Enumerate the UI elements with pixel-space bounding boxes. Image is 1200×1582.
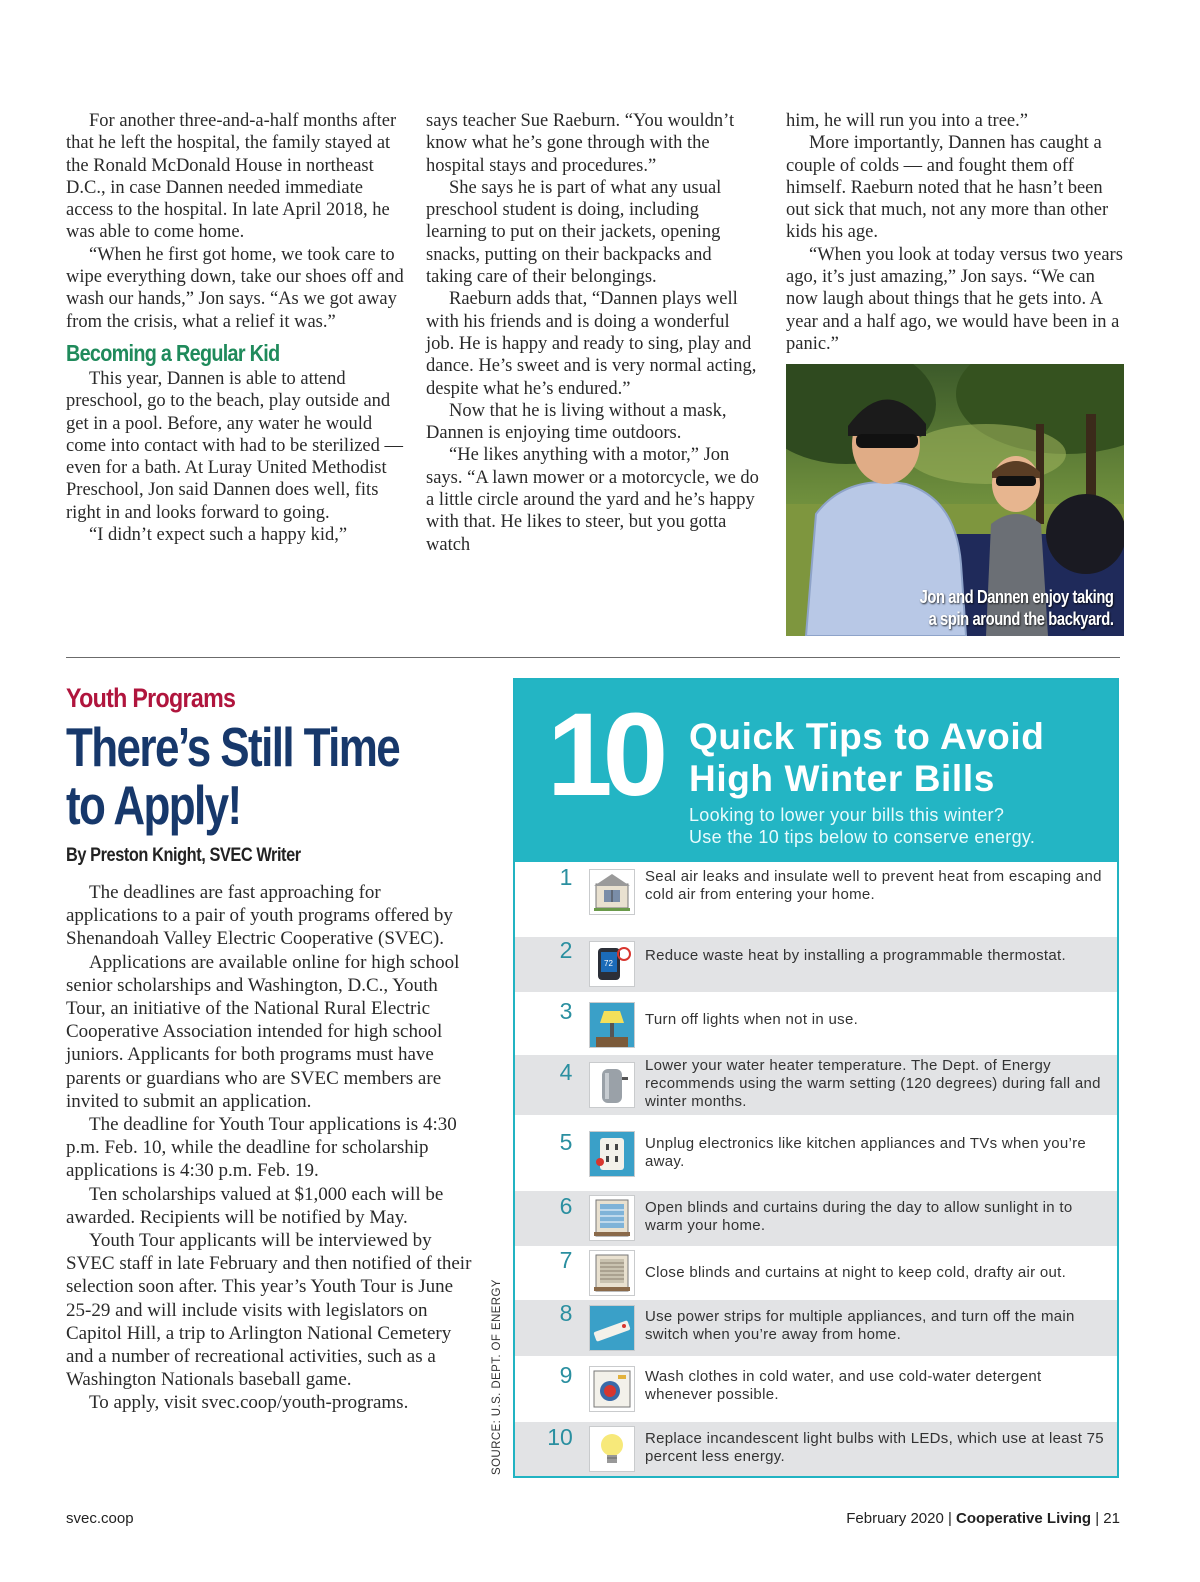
tip-number: 5 — [559, 1129, 573, 1155]
story-column-3 — [786, 110, 1124, 355]
tip-text: Open blinds and curtains during the day to allow sunlight in to warm your home. — [645, 1199, 1073, 1234]
article-headline — [66, 718, 399, 834]
story-column-1 — [66, 110, 406, 546]
article-paragraph: The deadline for Youth Tour applications is 4:30 p.m. Feb. 10, while the deadline for scholarship applications is 4:30 p.m. Feb. 19. — [66, 1114, 457, 1182]
headline-line: to Apply! — [66, 774, 241, 836]
story-paragraph: “When you look at today versus two years ago, it’s just amazing,” Jon says. “We can now laugh about things that he gets into. A year and a half ago, we would have been in a panic.” — [786, 244, 1123, 354]
tips-title-line: High Winter Bills — [689, 758, 995, 799]
story-paragraph: This year, Dannen is able to attend preschool, go to the beach, play outside and get in a pool. Before, any water he would come into contact with had to be sterilized — even for a bath. At Luray United Methodist Preschool, Jon said Dannen does well, fits right in and looks forward to going. — [66, 368, 404, 523]
svg-text:72: 72 — [604, 959, 613, 968]
tip-item — [515, 937, 1117, 992]
story-paragraph: More importantly, Dannen has caught a couple of colds — and fought them off himself. Raeburn noted that he hasn’t been out sick that much, not any more than other kids his age. — [786, 133, 1109, 243]
tip-text: Unplug electronics like kitchen appliances and TVs when you’re away. — [645, 1135, 1087, 1170]
article-paragraph: To apply, visit svec.coop/youth-programs. — [89, 1392, 409, 1414]
headline-line: There’s Still Time — [66, 716, 400, 778]
tips-subtitle-line: Use the 10 tips below to conserve energy. — [689, 827, 1036, 847]
tip-number: 1 — [559, 864, 573, 890]
tip-number: 6 — [559, 1193, 573, 1219]
tip-item — [515, 1115, 1117, 1191]
tip-number: 10 — [547, 1424, 573, 1450]
tips-header — [515, 680, 1117, 862]
tip-text: Use power strips for multiple appliances, and turn off the main switch when you’re away from home. — [645, 1308, 1075, 1343]
tip-number: 4 — [559, 1059, 573, 1085]
tip-item — [515, 1356, 1117, 1422]
tips-subtitle — [689, 804, 1035, 848]
footer-magazine-name: Cooperative Living — [956, 1510, 1092, 1527]
article-paragraph: Youth Tour applicants will be interviewed by SVEC staff in late February and then notified of their selection soon after. This year’s Youth Tour is June 25-29 and will include visits with legislators on Capitol Hill, a trip to Arlington National Cemetery and a number of recreational activities, such as a Washington Nationals baseball game. — [66, 1230, 472, 1391]
tip-item — [515, 1422, 1117, 1476]
tip-item — [515, 1246, 1117, 1300]
story-paragraph: “When he first got home, we took care to wipe everything down, take our shoes off and wash our hands,” Jon says. “As we got away from the crisis, what a relief it was.” — [66, 244, 404, 332]
tip-number: 9 — [559, 1362, 573, 1388]
tips-subtitle-line: Looking to lower your bills this winter? — [689, 805, 1005, 825]
led-bulb-icon — [589, 1426, 635, 1472]
tips-title — [689, 716, 1044, 800]
tip-number: 8 — [559, 1300, 573, 1326]
source-credit: SOURCE: U.S. DEPT. OF ENERGY — [491, 1279, 503, 1475]
story-paragraph: For another three-and-a-half months after that he left the hospital, the family stayed at the Ronald McDonald House in northeast D.C., in case Dannen needed immediate access to the hospital. In late April 2018, he was able to come home. — [66, 111, 397, 243]
lamp-icon — [589, 1002, 635, 1048]
byline: By Preston Knight, SVEC Writer — [66, 845, 301, 866]
tip-text: Turn off lights when not in use. — [645, 1011, 859, 1028]
tip-number: 2 — [559, 937, 573, 963]
section-divider — [66, 657, 1120, 658]
tip-text: Wash clothes in cold water, and use cold-water detergent whenever possible. — [645, 1368, 1042, 1403]
story-paragraph: Now that he is living without a mask, Dannen is enjoying time outdoors. — [426, 400, 727, 444]
tip-item — [515, 992, 1117, 1055]
article-paragraph: Applications are available online for high school senior scholarships and Washington, D.C., Youth Tour, an initiative of the National Rural Electric Cooperative Association intended for high school juniors. Applicants for both programs must have parents or guardians who are SVEC members are invited to submit an application. — [66, 951, 460, 1112]
water-heater-icon — [589, 1062, 635, 1108]
tips-title-line: Quick Tips to Avoid — [689, 716, 1045, 757]
youth-programs-body — [66, 881, 476, 1415]
outlet-plug-icon — [589, 1131, 635, 1177]
tip-number: 7 — [559, 1247, 573, 1273]
father-son-motorcycle-photo — [786, 364, 1124, 636]
article-paragraph: The deadlines are fast approaching for applications to a pair of youth programs offered by Shenandoah Valley Electric Cooperative (SVEC). — [66, 882, 453, 950]
tips-big-number: 10 — [547, 689, 659, 821]
footer-website: svec.coop — [66, 1510, 134, 1527]
house-insulation-icon — [589, 869, 635, 915]
tip-item — [515, 1191, 1117, 1246]
tip-text: Seal air leaks and insulate well to prevent heat from escaping and cold air from entering your home. — [645, 868, 1102, 903]
story-paragraph: him, he will run you into a tree.” — [786, 111, 1028, 131]
photo-caption — [920, 586, 1114, 630]
story-paragraph: says teacher Sue Raeburn. “You wouldn’t know what he’s gone through with the hospital stays and procedures.” — [426, 111, 735, 176]
story-paragraph: She says he is part of what any usual preschool student is doing, including learning to put on their jackets, opening snacks, putting on their backpacks and taking care of their belongings. — [426, 177, 722, 288]
winter-tips-infographic — [513, 678, 1119, 1478]
tip-item — [515, 862, 1117, 922]
tip-text: Lower your water heater temperature. The Dept. of Energy recommends using the warm setting (120 degrees) during fall and winter months. — [645, 1057, 1101, 1110]
blinds-open-icon — [589, 1195, 635, 1241]
story-column-2 — [426, 110, 760, 556]
article-paragraph: Ten scholarships valued at $1,000 each will be awarded. Recipients will be notified by May. — [66, 1183, 444, 1228]
section-kicker: Youth Programs — [66, 683, 236, 713]
photo-caption-line: a spin around the backyard. — [929, 609, 1114, 629]
power-strip-icon — [589, 1305, 635, 1351]
blinds-closed-icon — [589, 1250, 635, 1296]
thermostat-icon — [589, 941, 635, 987]
tip-number: 3 — [559, 998, 573, 1024]
photo-caption-line: Jon and Dannen enjoy taking — [920, 587, 1114, 607]
story-subheading: Becoming a Regular Kid — [66, 339, 280, 366]
tip-item — [515, 1300, 1117, 1356]
tip-text: Close blinds and curtains at night to keep cold, drafty air out. — [645, 1264, 1067, 1281]
tip-text: Replace incandescent light bulbs with LEDs, which use at least 75 percent less energy. — [645, 1430, 1104, 1465]
footer-date: February 2020 | — [846, 1510, 957, 1527]
story-paragraph: “I didn’t expect such a happy kid,” — [89, 525, 348, 546]
footer-folio — [846, 1510, 1120, 1527]
tip-text: Reduce waste heat by installing a programmable thermostat. — [645, 947, 1066, 964]
washing-machine-icon — [589, 1366, 635, 1412]
story-paragraph: Raeburn adds that, “Dannen plays well with his friends and is doing a wonderful job. He is happy and ready to sing, play and dance. He’s sweet and is very normal acting, despite what he’s endured.” — [426, 289, 757, 399]
story-paragraph: “He likes anything with a motor,” Jon says. “A lawn mower or a motorcycle, we do a little circle around the yard and he’s happy with that. He likes to steer, but you gotta watch — [426, 445, 759, 555]
tip-item — [515, 1055, 1117, 1115]
footer-page-number: | 21 — [1091, 1510, 1120, 1527]
